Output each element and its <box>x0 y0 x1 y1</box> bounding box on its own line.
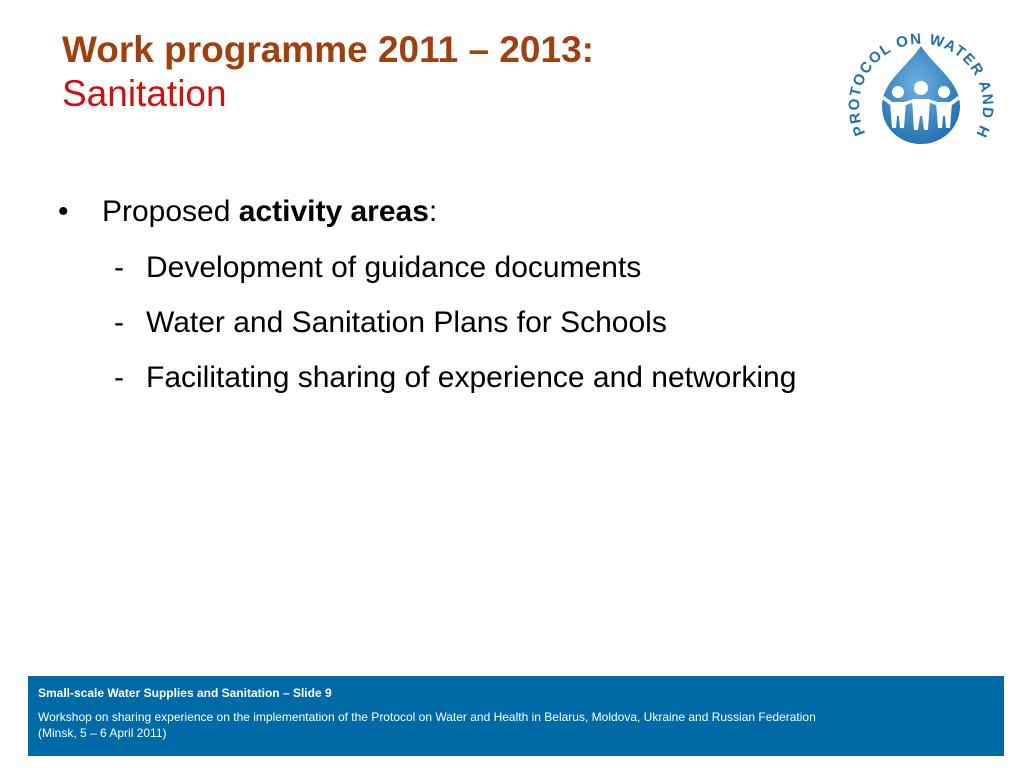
sub-list <box>58 248 796 398</box>
footer-description: Workshop on sharing experience on the implementation of the Protocol on Water and Health in Belarus, Moldova, Ukraine and Russian Federation <box>38 710 816 724</box>
bullet-suffix: : <box>428 195 438 228</box>
slide-title <box>62 28 594 116</box>
protocol-water-health-logo <box>836 10 996 160</box>
bullet-bold: activity areas <box>238 195 429 228</box>
sub-marker: - <box>114 251 124 284</box>
slide-title-sub: Sanitation <box>62 73 227 114</box>
bullet-text <box>102 192 437 232</box>
sub-item <box>58 248 796 288</box>
sub-item <box>58 358 796 398</box>
footer-title: Small-scale Water Supplies and Sanitation – Slide 9 <box>38 686 332 700</box>
sub-item <box>58 303 796 343</box>
bullet-marker: • <box>58 195 69 228</box>
logo-arc-text: PROTOCOL ON WATER AND H <box>845 30 996 141</box>
slide-content <box>58 192 796 413</box>
sub-item-text: Facilitating sharing of experience and networking <box>146 361 797 394</box>
logo-graphic <box>836 10 996 160</box>
sub-item-text: Development of guidance documents <box>146 251 642 284</box>
bullet-prefix: Proposed <box>102 195 239 228</box>
footer-date: (Minsk, 5 – 6 April 2011) <box>38 726 167 740</box>
sub-marker: - <box>114 361 124 394</box>
sub-marker: - <box>114 306 124 339</box>
slide-title-main: Work programme 2011 – 2013: <box>62 29 594 70</box>
bullet-item <box>58 192 796 232</box>
slide-footer <box>28 676 1004 756</box>
sub-item-text: Water and Sanitation Plans for Schools <box>146 306 667 339</box>
